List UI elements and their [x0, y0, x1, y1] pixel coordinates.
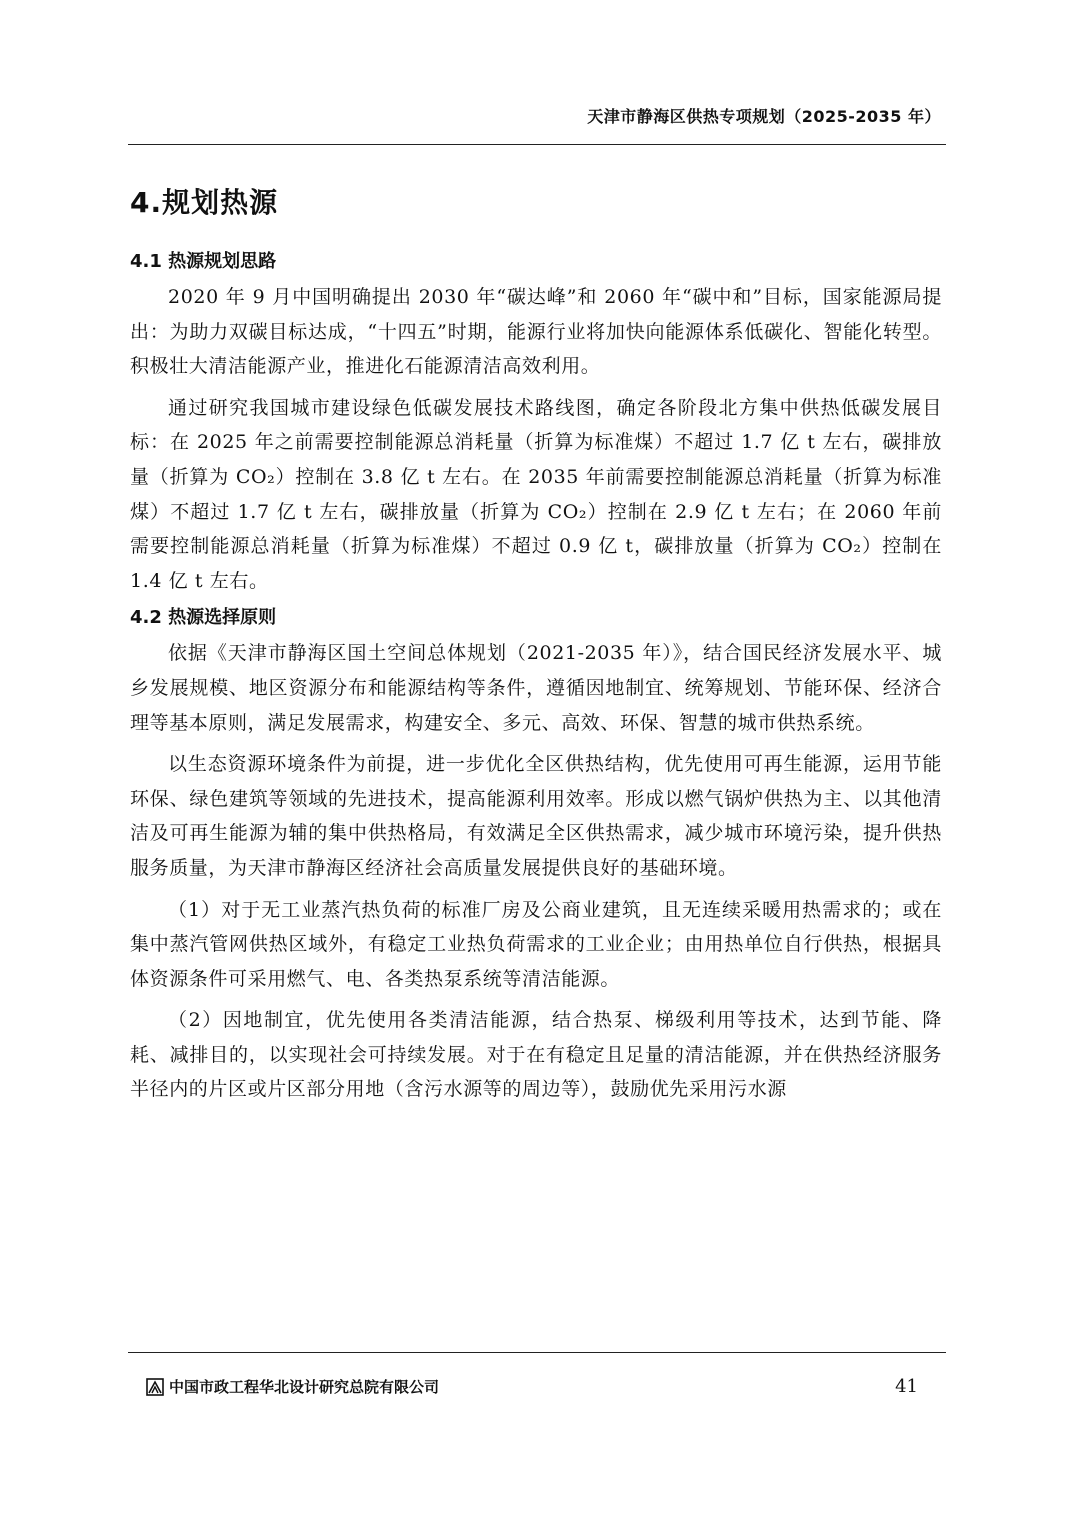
- footer-rule: [128, 1352, 946, 1353]
- page-footer: [146, 1376, 918, 1397]
- paragraph: 通过研究我国城市建设绿色低碳发展技术路线图，确定各阶段北方集中供热低碳发展目标：在 2025 年之前需要控制能源总消耗量（折算为标准煤）不超过 1.7 亿 t 左右，碳排放量（折算为 CO₂）控制在 3.8 亿 t 左右。在 2035 年前需要控制能源总消耗量（折算为标准煤）不超过 1.7 亿 t 左右，碳排放量（折算为 CO₂）控制在 2.9 亿 t 左右；在 2060 年前需要控制能源总消耗量（折算为标准煤）不超过 0.9 亿 t，碳排放量（折算为 CO₂）控制在 1.4 亿 t 左右。: [130, 396, 942, 592]
- paragraph: 依据《天津市静海区国土空间总体规划（2021-2035 年）》，结合国民经济发展水平、城乡发展规模、地区资源分布和能源结构等条件，遵循因地制宜、统筹规划、节能环保、经济合理等基本原则，满足发展需求，构建安全、多元、高效、环保、智慧的城市供热系统。: [130, 642, 942, 734]
- page-number: 41: [895, 1376, 918, 1397]
- paragraph: （1）对于无工业蒸汽热负荷的标准厂房及公商业建筑，且无连续采暖用热需求的；或在集中蒸汽管网供热区域外，有稳定工业热负荷需求的工业企业；由用热单位自行供热，根据具体资源条件可采用燃气、电、各类热泵系统等清洁能源。: [130, 898, 942, 990]
- paragraph: （2）因地制宜，优先使用各类清洁能源，结合热泵、梯级利用等技术，达到节能、降耗、减排目的，以实现社会可持续发展。对于在有稳定且足量的清洁能源，并在供热经济服务半径内的片区或片区部分用地（含污水源等的周边等），鼓励优先采用污水源: [130, 1009, 942, 1101]
- subsection-title: 4.1 热源规划思路: [130, 251, 277, 272]
- section-title: 4.规划热源: [130, 186, 279, 219]
- paragraph: 2020 年 9 月中国明确提出 2030 年“碳达峰”和 2060 年“碳中和”目标，国家能源局提出：为助力双碳目标达成，“十四五”时期，能源行业将加快向能源体系低碳化、智能化转型。积极壮大清洁能源产业，推进化石能源清洁高效利用。: [130, 286, 942, 378]
- subsection-title: 4.2 热源选择原则: [130, 607, 277, 629]
- header-rule: [128, 144, 946, 145]
- footer-organization: [146, 1376, 439, 1397]
- page-body: [130, 183, 942, 1107]
- company-logo-icon: [146, 1378, 164, 1396]
- paragraph: 以生态资源环境条件为前提，进一步优化全区供热结构，优先使用可再生能源，运用节能环保、绿色建筑等领域的先进技术，提高能源利用效率。形成以燃气锅炉供热为主、以其他清洁及可再生能源为辅的集中供热格局，有效满足全区供热需求，减少城市环境污染，提升供热服务质量，为天津市静海区经济社会高质量发展提供良好的基础环境。: [130, 753, 942, 879]
- organization-name: 中国市政工程华北设计研究总院有限公司: [169, 1378, 440, 1396]
- running-header: 天津市静海区供热专项规划（2025-2035 年）: [587, 107, 941, 126]
